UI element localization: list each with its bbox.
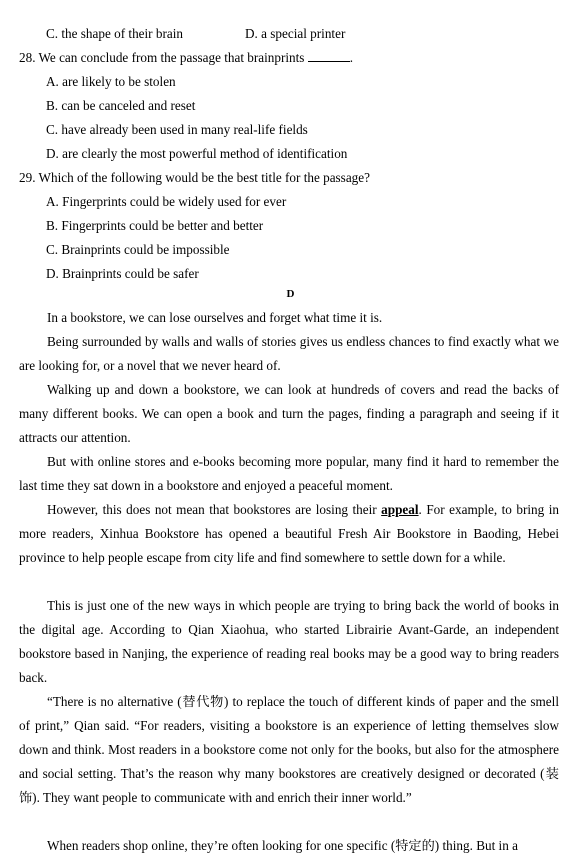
question-28-end: . xyxy=(349,50,354,65)
q28-option-b: B. can be canceled and reset xyxy=(46,98,196,113)
question-29: 29. Which of the following would be the best title for the passage? xyxy=(19,170,370,185)
q29-option-d: D. Brainprints could be safer xyxy=(46,266,199,281)
q29-option-a: A. Fingerprints could be widely used for ever xyxy=(46,194,287,209)
paragraph-5-after: . For example, to bring in more readers, Xinhua Bookstore has opened a beautiful Fresh Air Bookstore in Baoding, Hebei province to help people escape from city life and find somewhere to settle down for a while. xyxy=(19,502,559,565)
paragraph-8: When readers shop online, they’re often looking for one specific (特定的) thing. But in a xyxy=(47,838,518,853)
paragraph-1: In a bookstore, we can lose ourselves and forget what time it is. xyxy=(47,310,383,325)
answer-blank xyxy=(308,50,350,62)
q29-option-b: B. Fingerprints could be better and better xyxy=(46,218,264,233)
paragraph-4: But with online stores and e-books becoming more popular, many find it hard to remember the last time they sat down in a bookstore and enjoyed a peaceful moment. xyxy=(19,454,559,493)
section-title: D xyxy=(286,288,295,300)
paragraph-3: Walking up and down a bookstore, we can look at hundreds of covers and read the backs of many different books. We can open a book and turn the pages, finding a paragraph and seeing if it attracts our attention. xyxy=(19,382,559,445)
paragraph-6: This is just one of the new ways in which people are trying to bring back the world of books in the digital age. According to Qian Xiaohua, who started Librairie Avant-Garde, an independent bookstore based in Nanjing, the experience of reading real books may be a good way to bring readers back. xyxy=(19,598,559,685)
keyword-appeal: appeal xyxy=(381,502,419,517)
paragraph-7: “There is no alternative (替代物) to replace the touch of different kinds of paper and the smell of print,” Qian said. “For readers, visiting a bookstore is an experience of letting themselves slow down and think. Most readers in a bookstore come not only for the books, but also for the atmosphere and social setting. That’s the reason why many bookstores are creatively designed or decorated (装饰). They want people to communicate with and enrich their inner world.” xyxy=(19,694,559,805)
question-28-stem: 28. We can conclude from the passage that brainprints xyxy=(19,50,305,65)
option-d-prev: D. a special printer xyxy=(245,26,346,41)
option-c-prev: C. the shape of their brain xyxy=(46,26,183,41)
question-28 xyxy=(19,50,353,66)
paragraph-2: Being surrounded by walls and walls of stories gives us endless chances to find exactly what we are looking for, or a novel that we never heard of. xyxy=(19,334,559,373)
q28-option-a: A. are likely to be stolen xyxy=(46,74,176,89)
q28-option-c: C. have already been used in many real-life fields xyxy=(46,122,308,137)
q29-option-c: C. Brainprints could be impossible xyxy=(46,242,230,257)
paragraph-5-before: However, this does not mean that bookstores are losing their xyxy=(47,502,382,517)
q28-option-d: D. are clearly the most powerful method of identification xyxy=(46,146,348,161)
paragraph-5 xyxy=(19,498,559,570)
